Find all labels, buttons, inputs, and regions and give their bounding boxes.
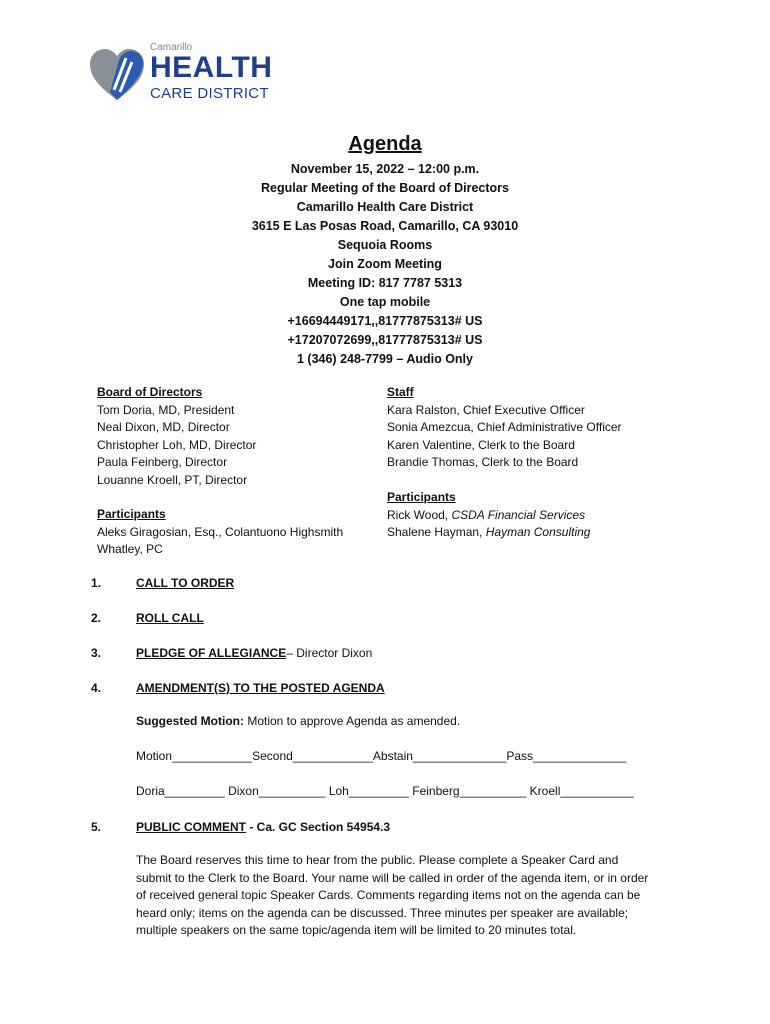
participant-line <box>387 524 590 542</box>
staff-member: Kara Ralston, Chief Executive Officer <box>387 402 585 417</box>
suggested-motion <box>136 714 460 728</box>
participant-line <box>387 507 590 525</box>
page-title: Agenda <box>348 133 422 155</box>
participant-name: Rick Wood, <box>387 507 452 522</box>
item-number: 1. <box>91 576 102 590</box>
participant-line: Aleks Giragosian, Esq., Colantuono Highsmith <box>97 524 344 539</box>
staff-heading: Staff <box>387 385 414 399</box>
header-address: 3615 E Las Posas Road, Camarillo, CA 93010 <box>251 219 519 233</box>
item-title: PLEDGE OF ALLEGIANCE <box>136 646 287 660</box>
header-meeting-id: Meeting ID: 817 7787 5313 <box>307 276 463 290</box>
district-logo <box>88 42 288 106</box>
staff-member: Karen Valentine, Clerk to the Board <box>387 437 575 452</box>
participants-left <box>97 506 343 559</box>
header-zoom: Join Zoom Meeting <box>328 257 442 271</box>
participant-org: CSDA Financial Services <box>451 507 586 522</box>
staff-member: Sonia Amezcua, Chief Administrative Officer <box>387 420 622 434</box>
participant-name: Shalene Hayman, <box>387 525 486 539</box>
board-member: Tom Doria, MD, President <box>97 402 235 417</box>
item-title: AMENDMENT(S) TO THE POSTED AGENDA <box>136 681 385 695</box>
meeting-header <box>0 160 770 369</box>
board-member: Louanne Kroell, PT, Director <box>97 472 248 487</box>
staff-member: Brandie Thomas, Clerk to the Board <box>387 455 579 469</box>
director-vote-line: Doria_________ Dixon__________ Loh_________ Feinberg__________ Kroell___________ <box>136 784 634 798</box>
board-member: Neal Dixon, MD, Director <box>97 420 230 434</box>
item-number: 5. <box>91 820 102 834</box>
item-title-line <box>136 646 372 660</box>
public-comment-text: The Board reserves this time to hear from the public. Please complete a Speaker Card and submit to the Clerk to the Board. Your name will be called in order of the agenda item, or in order of received general topic Speaker Cards. Comments regarding items not on the agenda can be heard only; items on the agenda can be discussed. Three minutes per speaker are available; multiple speakers on the same topic/agenda item will be limited to 20 minutes total. <box>136 853 649 937</box>
header-district: Camarillo Health Care District <box>296 200 474 214</box>
heart-logo-icon <box>88 46 146 104</box>
board-heading: Board of Directors <box>97 385 203 399</box>
participants-heading: Participants <box>97 507 166 521</box>
header-meeting-type: Regular Meeting of the Board of Directors <box>261 181 509 195</box>
board-member: Christopher Loh, MD, Director <box>97 437 257 452</box>
item-title-line <box>136 820 390 834</box>
item-suffix: – Director Dixon <box>286 646 373 660</box>
participants-right <box>387 489 590 542</box>
board-of-directors <box>97 384 256 489</box>
header-phone-2: +17207072699,,81777875313# US <box>287 333 483 347</box>
header-room: Sequoia Rooms <box>337 238 433 252</box>
item-title: PUBLIC COMMENT <box>136 820 246 834</box>
participant-line: Whatley, PC <box>97 542 163 556</box>
item-number: 3. <box>91 646 102 660</box>
header-phone-1: +16694449171,,81777875313# US <box>287 314 483 328</box>
logo-camarillo: Camarillo <box>150 42 193 53</box>
participants-heading: Participants <box>387 490 456 504</box>
header-one-tap: One tap mobile <box>339 295 431 309</box>
item-suffix: - Ca. GC Section 54954.3 <box>246 820 391 834</box>
participant-org: Hayman Consulting <box>485 525 591 539</box>
item-number: 2. <box>91 611 102 625</box>
header-audio-only: 1 (346) 248-7799 – Audio Only <box>296 352 473 366</box>
logo-health: HEALTH <box>150 51 273 84</box>
staff <box>387 384 622 472</box>
logo-care-district: CARE DISTRICT <box>150 85 269 102</box>
motion-text: Motion to approve Agenda as amended. <box>244 714 461 728</box>
item-title: CALL TO ORDER <box>136 576 235 590</box>
vote-line: Motion____________Second____________Abstain______________Pass______________ <box>136 749 627 763</box>
item-title: ROLL CALL <box>136 611 204 625</box>
item-number: 4. <box>91 681 102 695</box>
board-member: Paula Feinberg, Director <box>97 455 228 469</box>
motion-label: Suggested Motion: <box>136 714 244 728</box>
header-date: November 15, 2022 – 12:00 p.m. <box>290 162 480 176</box>
